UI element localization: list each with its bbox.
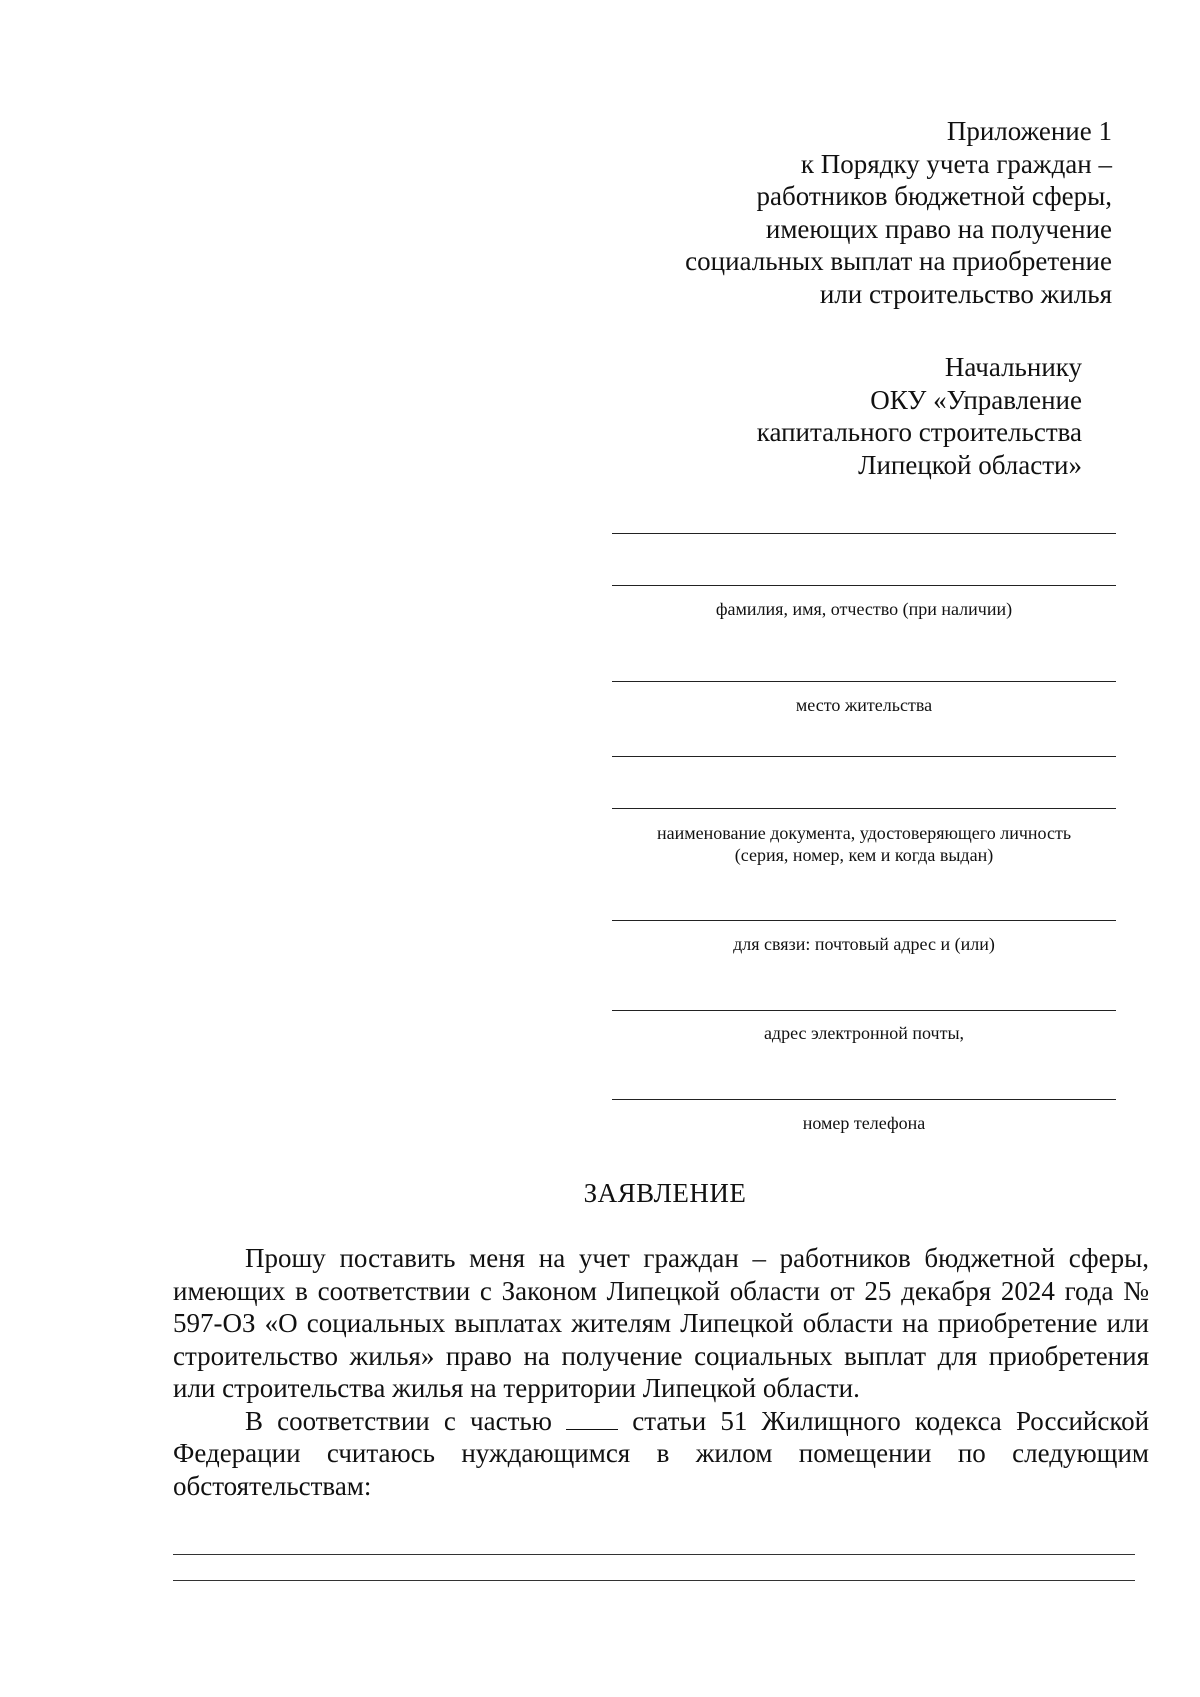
addressee-line-1: Начальнику bbox=[944, 352, 1082, 382]
circumstances-line-2[interactable] bbox=[173, 1580, 1135, 1581]
grounds-text-end: статьи 51 Жилищного кодекса Российской Федерации считаюсь нуждающимся в жилом помещении по следующим обстоятельствам: bbox=[173, 1405, 1150, 1501]
request-paragraph: Прошу поставить меня на учет граждан – работников бюджетной сферы, имеющих в соответствии с Законом Липецкой области от 25 декабря 2024 года № 597-ОЗ «О социальных выплатах жителям Липецкой области на приобретение или строительство жилья» право на получение социальных выплат для приобретения или строительства жилья на территории Липецкой области. bbox=[173, 1243, 1149, 1403]
annex-line-1: Приложение 1 bbox=[946, 116, 1112, 146]
fio-field-line-1[interactable] bbox=[612, 533, 1116, 534]
phone-caption: номер телефона bbox=[802, 1113, 926, 1133]
annex-line-2: к Порядку учета граждан – bbox=[800, 148, 1112, 179]
document-title: ЗАЯВЛЕНИЕ bbox=[583, 1178, 747, 1208]
addressee-line-2: ОКУ «Управление bbox=[870, 384, 1082, 415]
circumstances-line-1[interactable] bbox=[173, 1554, 1135, 1555]
addressee-line-3: капитального строительства bbox=[756, 417, 1082, 447]
annex-line-6: или строительство жилья bbox=[819, 278, 1112, 309]
article-part-blank[interactable] bbox=[566, 1407, 618, 1430]
residence-caption: место жительства bbox=[795, 695, 933, 715]
email-field-line[interactable] bbox=[612, 1010, 1116, 1011]
residence-field-line[interactable] bbox=[612, 681, 1116, 682]
contact-caption: для связи: почтовый адрес и (или) bbox=[733, 934, 995, 954]
id-doc-field-line-2[interactable] bbox=[612, 808, 1116, 809]
annex-header bbox=[685, 115, 1112, 310]
addressee-block bbox=[757, 351, 1082, 481]
annex-line-5: социальных выплат на приобретение bbox=[685, 246, 1112, 276]
postal-address-field-line[interactable] bbox=[612, 920, 1116, 921]
fio-field-line-2[interactable] bbox=[612, 585, 1116, 586]
annex-line-4: имеющих право на получение bbox=[765, 213, 1112, 244]
grounds-paragraph bbox=[173, 1405, 1149, 1503]
application-body bbox=[173, 1242, 1149, 1502]
id-doc-caption-2: (серия, номер, кем и когда выдан) bbox=[734, 845, 994, 865]
grounds-text-start: В соответствии с частью bbox=[245, 1405, 552, 1436]
fio-caption: фамилия, имя, отчество (при наличии) bbox=[715, 599, 1013, 619]
id-doc-field-line-1[interactable] bbox=[612, 756, 1116, 757]
email-caption: адрес электронной почты, bbox=[763, 1023, 965, 1043]
annex-line-3: работников бюджетной сферы, bbox=[756, 181, 1112, 211]
phone-field-line[interactable] bbox=[612, 1099, 1116, 1100]
addressee-line-4: Липецкой области» bbox=[858, 449, 1082, 480]
id-doc-caption-1: наименование документа, удостоверяющего личность bbox=[656, 823, 1072, 843]
